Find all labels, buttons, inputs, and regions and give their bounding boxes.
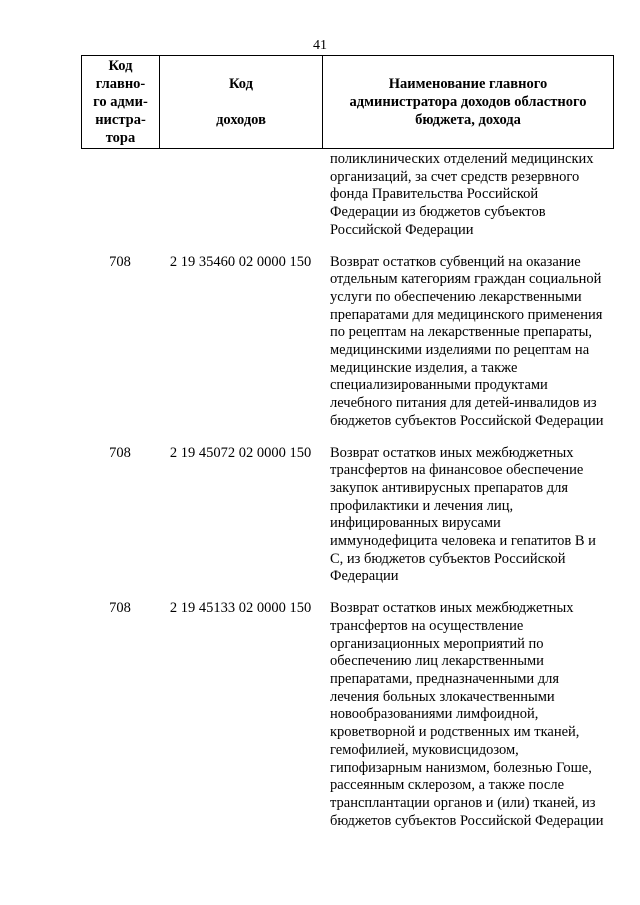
- table-header: [81, 55, 614, 149]
- admin-code-cell: 708: [109, 444, 131, 461]
- header-admin-code: Код главно- го адми- нистра- тора: [82, 56, 160, 148]
- admin-code-cell: 708: [109, 253, 131, 270]
- income-code-cell: [159, 151, 322, 240]
- table-row: [81, 600, 614, 830]
- income-code-cell: 2 19 45072 02 0000 150: [169, 444, 312, 461]
- income-name-cell: Возврат остатков субвенций на оказание отдельным категориям граждан социальной услуги по обеспечению лекарственными препаратами для медицинского применения по рецептам на лекарственные препараты, медицинскими изделиями по рецептам на медицинские изделия, а также специализированными продуктами лечебного питания для детей-инвалидов из бюджетов субъектов Российской Федерации: [330, 253, 604, 429]
- header-name: Наименование главного администратора доходов областного бюджета, дохода: [349, 76, 587, 128]
- income-name-cell: Возврат остатков иных межбюджетных трансфертов на осуществление организационных мероприятий по обеспечению лиц лекарственными препаратами, предназначенными для лечения больных злокачественными новообразованиями лимфоидной, кроветворной и родственных им тканей, гемофилией, муковисцидозом, гипофизарным нанизмом, болезнью Гоше, рассеянным склерозом, а также после трансплантации органов и (или) тканей, из бюджетов субъектов Российской Федерации: [330, 600, 604, 829]
- header-income-code: Код доходов: [160, 56, 323, 148]
- admin-code-cell: [81, 151, 159, 240]
- income-table: [81, 55, 614, 830]
- income-code-cell: 2 19 35460 02 0000 150: [169, 253, 312, 270]
- income-name-cell: Возврат остатков иных межбюджетных трансфертов на финансовое обеспечение закупок антивирусных препаратов для профилактики и лечения лиц, инфицированных вирусами иммунодефицита человека и гепатитов В и С, из бюджетов субъектов Российской Федерации: [330, 444, 596, 585]
- table-row: [81, 254, 614, 431]
- page-number: 41: [313, 38, 327, 53]
- income-name-cell: поликлинических отделений медицинских организаций, за счет средств резервного фонда Правительства Российской Федерации из бюджетов субъектов Российской Федерации: [330, 151, 594, 238]
- table-row-continuation: [81, 151, 614, 240]
- admin-code-cell: 708: [109, 600, 131, 617]
- income-code-cell: 2 19 45133 02 0000 150: [169, 600, 312, 617]
- table-row: [81, 445, 614, 587]
